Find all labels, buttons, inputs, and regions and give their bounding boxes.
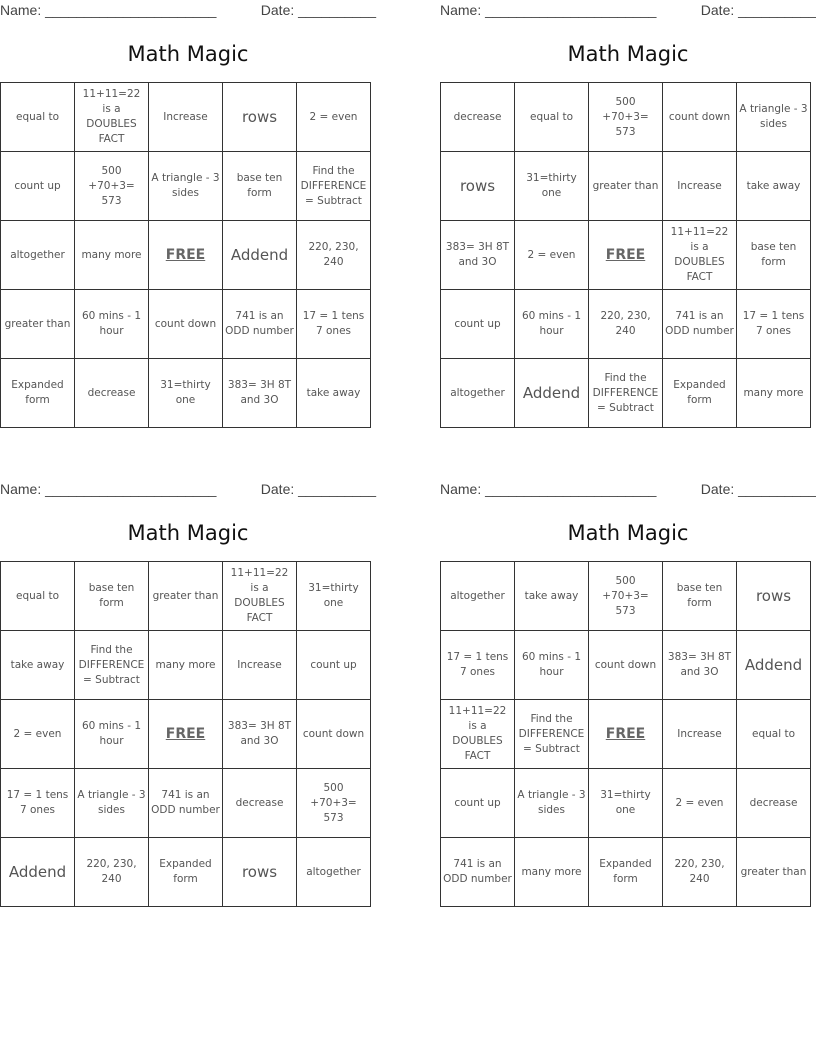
grid-cell: 741 is an ODD number [223,290,297,359]
grid-cell: count up [441,769,515,838]
grid-cell: Find the DIFFERENCE = Subtract [297,152,371,221]
grid-cell: Find the DIFFERENCE = Subtract [75,631,149,700]
grid-cell: take away [737,152,811,221]
grid-cell: 220, 230, 240 [75,838,149,907]
grid-row [1,769,371,838]
grid-cell: 383= 3H 8T and 3O [441,221,515,290]
grid-row [1,631,371,700]
card-title: Math Magic [127,42,249,66]
bingo-grid [0,82,371,428]
grid-cell: 31=thirty one [149,359,223,428]
grid-cell: 741 is an ODD number [663,290,737,359]
grid-cell: greater than [149,562,223,631]
grid-cell: 383= 3H 8T and 3O [223,359,297,428]
grid-cell: count down [297,700,371,769]
card-header [0,481,376,501]
card-header [440,481,816,501]
grid-cell: 383= 3H 8T and 3O [663,631,737,700]
free-space: FREE [149,700,223,769]
grid-cell: 31=thirty one [297,562,371,631]
grid-row [1,359,371,428]
grid-cell: equal to [737,700,811,769]
grid-cell: 2 = even [663,769,737,838]
grid-cell: A triangle - 3 sides [149,152,223,221]
grid-cell: altogether [441,562,515,631]
bingo-grid [0,561,371,907]
date-field-label: Date: __________ [260,481,376,497]
name-field-label: Name: ______________________ [440,2,657,18]
grid-cell: altogether [297,838,371,907]
grid-cell: equal to [1,83,75,152]
grid-cell: 2 = even [515,221,589,290]
grid-cell: altogether [441,359,515,428]
grid-cell: decrease [441,83,515,152]
grid-cell: decrease [223,769,297,838]
grid-row [441,838,811,907]
grid-cell: equal to [1,562,75,631]
grid-cell: rows [223,83,297,152]
grid-cell: 741 is an ODD number [441,838,515,907]
grid-row [441,700,811,769]
grid-cell: many more [149,631,223,700]
card-header [440,2,816,22]
grid-cell: Expanded form [589,838,663,907]
grid-cell: count down [663,83,737,152]
grid-cell: 220, 230, 240 [663,838,737,907]
bingo-card-4 [440,479,816,919]
grid-row [441,83,811,152]
grid-cell: 500 +70+3= 573 [589,562,663,631]
grid-row [441,562,811,631]
grid-row [441,631,811,700]
grid-cell: 500 +70+3= 573 [589,83,663,152]
grid-row [1,838,371,907]
grid-cell: 2 = even [1,700,75,769]
grid-row [1,290,371,359]
grid-cell: count down [149,290,223,359]
grid-cell: 11+11=22 is a DOUBLES FACT [223,562,297,631]
grid-cell: Addend [515,359,589,428]
bingo-grid [440,82,811,428]
grid-row [441,290,811,359]
date-field-label: Date: __________ [260,2,376,18]
card-title: Math Magic [567,521,689,545]
grid-cell: 31=thirty one [515,152,589,221]
date-field-label: Date: __________ [700,2,816,18]
grid-cell: 741 is an ODD number [149,769,223,838]
grid-cell: 220, 230, 240 [297,221,371,290]
grid-cell: rows [223,838,297,907]
date-field-label: Date: __________ [700,481,816,497]
grid-cell: 500 +70+3= 573 [297,769,371,838]
grid-cell: 11+11=22 is a DOUBLES FACT [663,221,737,290]
grid-cell: Increase [223,631,297,700]
grid-cell: rows [441,152,515,221]
grid-cell: take away [1,631,75,700]
grid-cell: count up [1,152,75,221]
grid-cell: A triangle - 3 sides [737,83,811,152]
name-field-label: Name: ______________________ [0,2,217,18]
grid-cell: rows [737,562,811,631]
grid-cell: Expanded form [1,359,75,428]
grid-row [441,152,811,221]
grid-cell: greater than [737,838,811,907]
grid-cell: Addend [1,838,75,907]
name-field-label: Name: ______________________ [0,481,217,497]
grid-cell: 60 mins - 1 hour [515,631,589,700]
bingo-card-3 [0,479,376,919]
grid-cell: Increase [663,152,737,221]
grid-cell: decrease [737,769,811,838]
grid-cell: 60 mins - 1 hour [515,290,589,359]
grid-row [441,359,811,428]
name-field-label: Name: ______________________ [440,481,657,497]
grid-cell: Addend [223,221,297,290]
grid-row [1,152,371,221]
bingo-card-2 [440,0,816,440]
grid-cell: take away [515,562,589,631]
grid-cell: count up [441,290,515,359]
grid-cell: Increase [663,700,737,769]
grid-cell: 11+11=22 is a DOUBLES FACT [75,83,149,152]
grid-row [1,700,371,769]
grid-cell: 500 +70+3= 573 [75,152,149,221]
grid-cell: take away [297,359,371,428]
card-header [0,2,376,22]
grid-cell: count up [297,631,371,700]
grid-cell: many more [515,838,589,907]
grid-cell: A triangle - 3 sides [75,769,149,838]
grid-cell: 17 = 1 tens 7 ones [737,290,811,359]
grid-cell: 31=thirty one [589,769,663,838]
grid-cell: A triangle - 3 sides [515,769,589,838]
bingo-card-1 [0,0,376,440]
grid-cell: altogether [1,221,75,290]
bingo-grid [440,561,811,907]
grid-cell: Find the DIFFERENCE = Subtract [589,359,663,428]
grid-cell: 17 = 1 tens 7 ones [441,631,515,700]
free-space: FREE [589,700,663,769]
free-space: FREE [589,221,663,290]
grid-cell: 60 mins - 1 hour [75,290,149,359]
grid-row [1,83,371,152]
grid-cell: count down [589,631,663,700]
grid-cell: decrease [75,359,149,428]
grid-cell: base ten form [75,562,149,631]
grid-cell: base ten form [663,562,737,631]
grid-row [441,221,811,290]
grid-cell: many more [75,221,149,290]
grid-cell: 220, 230, 240 [589,290,663,359]
grid-cell: many more [737,359,811,428]
grid-cell: Expanded form [149,838,223,907]
grid-cell: 383= 3H 8T and 3O [223,700,297,769]
grid-cell: Find the DIFFERENCE = Subtract [515,700,589,769]
grid-cell: 2 = even [297,83,371,152]
grid-row [1,562,371,631]
grid-cell: 17 = 1 tens 7 ones [297,290,371,359]
grid-cell: 11+11=22 is a DOUBLES FACT [441,700,515,769]
card-title: Math Magic [567,42,689,66]
grid-cell: Increase [149,83,223,152]
grid-cell: greater than [1,290,75,359]
grid-cell: Expanded form [663,359,737,428]
grid-cell: Addend [737,631,811,700]
card-title: Math Magic [127,521,249,545]
grid-cell: 60 mins - 1 hour [75,700,149,769]
grid-cell: base ten form [737,221,811,290]
grid-cell: base ten form [223,152,297,221]
grid-cell: equal to [515,83,589,152]
grid-row [1,221,371,290]
grid-row [441,769,811,838]
free-space: FREE [149,221,223,290]
grid-cell: greater than [589,152,663,221]
grid-cell: 17 = 1 tens 7 ones [1,769,75,838]
